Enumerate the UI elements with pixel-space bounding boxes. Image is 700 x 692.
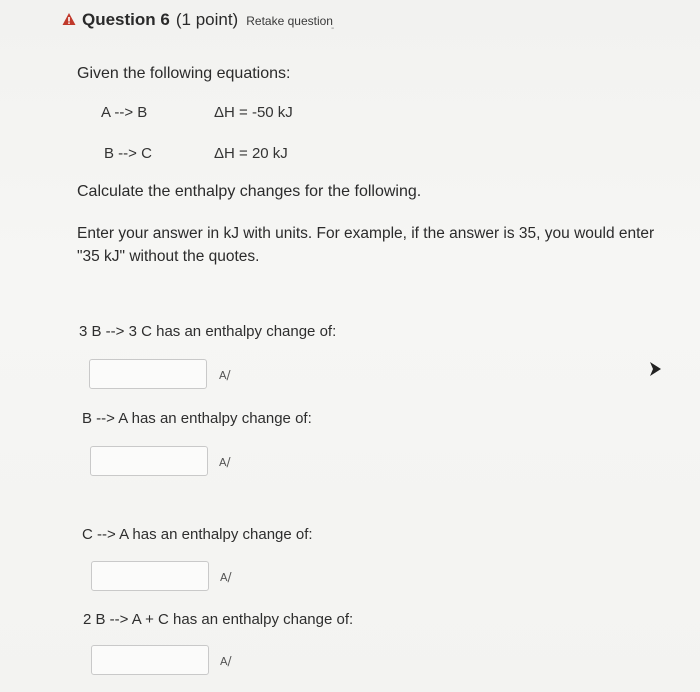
part-1-prompt: 3 B --> 3 C has an enthalpy change of: bbox=[79, 323, 337, 340]
spellcheck-icon[interactable]: A/ bbox=[220, 570, 232, 584]
equation-2-enthalpy: ΔH = 20 kJ bbox=[214, 145, 288, 162]
part-4-answer-input[interactable] bbox=[91, 645, 209, 675]
equation-2-reaction: B --> C bbox=[104, 145, 152, 162]
answer-instructions: Enter your answer in kJ with units. For example, if the answer is 35, you would enter "35 kJ" without the quotes. bbox=[77, 225, 655, 265]
question-points: (1 point) bbox=[175, 10, 239, 29]
part-1-answer-input[interactable] bbox=[89, 359, 207, 389]
warning-icon bbox=[62, 12, 76, 26]
header-mark: - bbox=[331, 23, 335, 34]
question-header bbox=[62, 10, 333, 30]
question-title: Question 6 bbox=[82, 10, 170, 29]
cursor-icon bbox=[648, 361, 662, 377]
part-2-prompt: B --> A has an enthalpy change of: bbox=[82, 410, 312, 427]
part-2-answer-input[interactable] bbox=[90, 446, 208, 476]
spellcheck-icon[interactable]: A/ bbox=[219, 368, 231, 382]
spellcheck-icon[interactable]: A/ bbox=[219, 455, 231, 469]
equation-1-enthalpy: ΔH = -50 kJ bbox=[214, 104, 293, 121]
equation-1-reaction: A --> B bbox=[101, 104, 148, 121]
spellcheck-icon[interactable]: A/ bbox=[220, 654, 232, 668]
part-4-prompt: 2 B --> A + C has an enthalpy change of: bbox=[83, 611, 354, 628]
calculate-prompt: Calculate the enthalpy changes for the following. bbox=[77, 183, 422, 200]
retake-question-link[interactable]: Retake question bbox=[246, 14, 333, 28]
part-3-prompt: C --> A has an enthalpy change of: bbox=[82, 526, 313, 543]
given-equations-label: Given the following equations: bbox=[77, 65, 291, 82]
part-3-answer-input[interactable] bbox=[91, 561, 209, 591]
